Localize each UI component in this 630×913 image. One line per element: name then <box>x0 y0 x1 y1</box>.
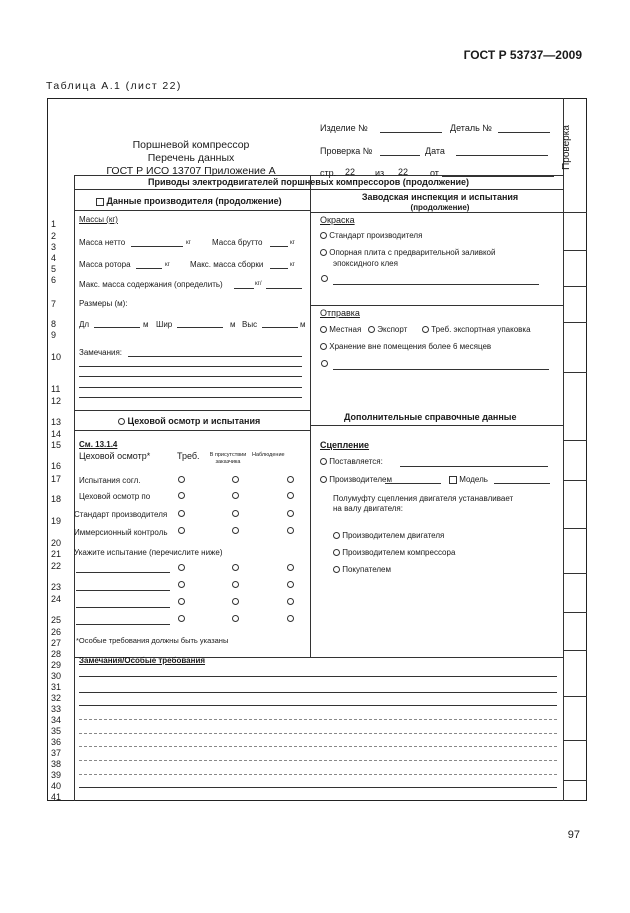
row-number: 2 <box>51 231 57 241</box>
immersion-witnessed-radio[interactable] <box>232 527 239 534</box>
test4-witnessed-radio[interactable] <box>232 615 239 622</box>
mass-gross-label: Масса брутто <box>212 238 263 247</box>
ship-local-option[interactable]: Местная <box>320 325 361 334</box>
row-number: 24 <box>51 594 62 604</box>
special-note: *Особые требования должны быть указаны <box>76 636 229 645</box>
side-tick <box>563 740 587 741</box>
row-number: 25 <box>51 615 62 625</box>
mass-max-content-extra[interactable] <box>266 288 302 289</box>
check-label: Проверка № <box>320 146 373 156</box>
page-label: стр. <box>320 168 337 178</box>
row-number: 17 <box>51 474 62 484</box>
row-number: 38 <box>51 759 62 769</box>
side-tick <box>563 480 587 481</box>
dims-label: Размеры (м): <box>79 299 128 308</box>
test-agreed-label: Испытания согл. <box>79 476 141 485</box>
of-label: из <box>375 168 385 178</box>
check-field[interactable] <box>380 155 420 156</box>
shipping-label: Отправка <box>320 308 360 318</box>
section-title-bottom <box>74 189 563 190</box>
shop-review-observed-radio[interactable] <box>287 492 294 499</box>
manuf-heading-divider <box>74 210 310 211</box>
row-number: 15 <box>51 440 62 450</box>
test3-observed-radio[interactable] <box>287 598 294 605</box>
mass-net-unit: кг <box>186 240 191 246</box>
row-number: 16 <box>51 461 62 471</box>
row-number: 27 <box>51 638 62 648</box>
dim-width-field[interactable] <box>177 327 223 328</box>
row-number: 22 <box>51 561 62 571</box>
mfr-standard-observed-radio[interactable] <box>287 510 294 517</box>
test2-required-radio[interactable] <box>178 581 185 588</box>
shipping-divider <box>310 305 563 306</box>
row-number: 37 <box>51 748 62 758</box>
mfr-standard-required-radio[interactable] <box>178 510 185 517</box>
manuf-data-heading: Данные производителя (продолжение) <box>96 196 282 206</box>
side-tick <box>563 322 587 323</box>
title-line-1: Поршневой компрессор <box>132 139 250 151</box>
paint-other-field[interactable] <box>333 284 539 285</box>
shop-review-by-label: Цеховой осмотр по <box>79 492 151 501</box>
mass-rotor-field[interactable] <box>136 268 162 269</box>
test-agreed-witnessed-radio[interactable] <box>232 476 239 483</box>
ship-other-field[interactable] <box>333 369 549 370</box>
right-divider-13 <box>310 425 563 426</box>
col-required: Треб. <box>177 451 200 461</box>
ship-export-pack-option[interactable]: Треб. экспортная упаковка <box>422 325 531 334</box>
by-buyer-radio[interactable] <box>333 566 340 573</box>
dim-width-unit: м <box>230 320 236 329</box>
from-label: от <box>430 168 439 178</box>
by-buyer-option[interactable]: Покупателем <box>333 565 391 574</box>
number-column-divider <box>74 175 75 801</box>
page-number: 97 <box>567 829 580 841</box>
factory-heading-1: Заводская инспекция и испытания <box>361 192 519 202</box>
test1-witnessed-radio[interactable] <box>232 564 239 571</box>
factory-heading-2: (продолжение) <box>410 203 470 212</box>
ship-other-radio[interactable] <box>321 360 328 367</box>
side-tick <box>563 250 587 251</box>
halfcoupling-line1: Полумуфту сцепления двигателя устанавливает <box>333 494 514 503</box>
row-number: 35 <box>51 726 62 736</box>
see-ref: См. 13.1.4 <box>79 440 118 449</box>
dim-length-label: Дл <box>79 320 90 329</box>
ship-storage-option[interactable]: Хранение вне помещения более 6 месяцев <box>320 342 491 351</box>
test2-witnessed-radio[interactable] <box>232 581 239 588</box>
model-checkbox[interactable] <box>449 476 457 484</box>
mass-rotor-unit: кг <box>165 262 170 268</box>
dim-length-unit: м <box>143 320 149 329</box>
row-number: 12 <box>51 396 62 406</box>
remarks-special-heading: Замечания/Особые требования <box>79 656 206 665</box>
section-title: Приводы электродвигателей поршневых компрессоров (продолжение) <box>148 177 470 187</box>
ship-local-radio[interactable] <box>320 326 327 333</box>
center-divider <box>310 175 311 657</box>
mass-max-content-label: Макс. масса содержания (определить) <box>79 280 223 289</box>
shop-inspection-heading: Цеховой осмотр и испытания <box>118 416 260 426</box>
test-agreed-observed-radio[interactable] <box>287 476 294 483</box>
mass-max-assembly-field[interactable] <box>270 268 288 269</box>
test4-observed-radio[interactable] <box>287 615 294 622</box>
remarks-special-line-2[interactable] <box>79 692 557 693</box>
left-divider-14 <box>74 430 310 431</box>
dim-height-unit: м <box>300 320 306 329</box>
row-number: 29 <box>51 660 62 670</box>
side-tick <box>563 780 587 781</box>
immersion-required-radio[interactable] <box>178 527 185 534</box>
row-number: 6 <box>51 275 57 285</box>
additional-heading: Дополнительные справочные данные <box>344 412 517 422</box>
remarks-line-1[interactable] <box>128 356 302 357</box>
supplied-option[interactable]: Поставляется: <box>320 457 383 466</box>
row-number: 10 <box>51 352 62 362</box>
detail-field[interactable] <box>498 132 550 133</box>
row-number: 8 <box>51 319 57 329</box>
test-line-2[interactable] <box>76 590 170 591</box>
standard-code: ГОСТ Р 53737—2009 <box>463 48 582 62</box>
row-number: 31 <box>51 682 62 692</box>
test-line-1[interactable] <box>76 572 170 573</box>
ship-storage-radio[interactable] <box>320 343 327 350</box>
paint-mfr-radio[interactable] <box>320 232 327 239</box>
row-number: 1 <box>51 219 57 229</box>
masses-label: Массы (кг) <box>79 215 118 224</box>
remarks-line-5[interactable] <box>79 397 302 398</box>
page-num: 22 <box>345 167 356 177</box>
row-number: 4 <box>51 253 57 263</box>
model-option[interactable]: Модель <box>449 475 488 484</box>
paint-other-radio[interactable] <box>321 275 328 282</box>
shop-inspection-radio[interactable] <box>118 418 125 425</box>
dim-height-label: Выс <box>242 320 258 329</box>
supplied-radio[interactable] <box>320 458 327 465</box>
row-number: 26 <box>51 627 62 637</box>
supplied-field[interactable] <box>400 466 548 467</box>
dim-height-field[interactable] <box>262 327 298 328</box>
remarks-line-4[interactable] <box>79 387 302 388</box>
side-label: Проверка <box>560 125 572 170</box>
mass-gross-unit: кг <box>290 240 295 246</box>
shop-review-witnessed-radio[interactable] <box>232 492 239 499</box>
halfcoupling-line2: на валу двигателя: <box>333 504 403 513</box>
ship-export-option[interactable]: Экспорт <box>368 325 407 334</box>
row-number: 34 <box>51 715 62 725</box>
test1-observed-radio[interactable] <box>287 564 294 571</box>
mfr-standard-witnessed-radio[interactable] <box>232 510 239 517</box>
paint-base-radio[interactable] <box>320 249 327 256</box>
row-number: 9 <box>51 330 57 340</box>
row-number: 13 <box>51 417 62 427</box>
remarks-special-line-6[interactable] <box>79 746 557 747</box>
row-number: 23 <box>51 582 62 592</box>
col-witnessed: В присутствии заказчика <box>209 452 247 465</box>
manufacturer-option[interactable]: Производителем <box>320 475 392 484</box>
remarks-line-2[interactable] <box>79 366 302 367</box>
remarks-line-3[interactable] <box>79 376 302 377</box>
shop-review-required-radio[interactable] <box>178 492 185 499</box>
immersion-observed-radio[interactable] <box>287 527 294 534</box>
row-number: 21 <box>51 549 62 559</box>
test2-observed-radio[interactable] <box>287 581 294 588</box>
row-number: 5 <box>51 264 57 274</box>
left-divider-13 <box>74 410 310 411</box>
ship-export-pack-radio[interactable] <box>422 326 429 333</box>
immersion-control-label: Иммерсионный контроль <box>74 528 168 537</box>
side-tick <box>563 573 587 574</box>
side-tick <box>563 212 587 213</box>
paint-mfr-option[interactable]: Стандарт производителя <box>320 231 422 240</box>
side-tick <box>563 528 587 529</box>
mass-net-label: Масса нетто <box>79 238 126 247</box>
row-number: 3 <box>51 242 57 252</box>
factory-heading-divider <box>310 212 563 213</box>
mass-rotor-label: Масса ротора <box>79 260 131 269</box>
model-field[interactable] <box>494 483 550 484</box>
side-tick <box>563 696 587 697</box>
side-tick <box>563 286 587 287</box>
remarks-label: Замечания: <box>79 348 123 357</box>
mass-max-assembly-label: Макс. масса сборки <box>190 260 264 269</box>
row-number: 20 <box>51 538 62 548</box>
remarks-special-line-5[interactable] <box>79 733 557 734</box>
mass-max-assembly-unit: кг <box>290 262 295 268</box>
row-number: 19 <box>51 516 62 526</box>
mass-max-content-unit: кг/ <box>255 281 262 287</box>
specify-test-label: Укажите испытание (перечислите ниже) <box>74 548 223 557</box>
by-comp-mfr-option[interactable]: Производителем компрессора <box>333 548 455 557</box>
ship-export-radio[interactable] <box>368 326 375 333</box>
mass-max-content-field[interactable] <box>234 288 254 289</box>
by-comp-mfr-radio[interactable] <box>333 549 340 556</box>
dim-width-label: Шир <box>156 320 173 329</box>
test1-required-radio[interactable] <box>178 564 185 571</box>
page-total: 22 <box>398 167 409 177</box>
title-line-2: Перечень данных <box>147 152 235 164</box>
remarks-special-line-8[interactable] <box>79 774 557 775</box>
row-number: 40 <box>51 781 62 791</box>
painting-label: Окраска <box>320 215 355 225</box>
row-number: 32 <box>51 693 62 703</box>
remarks-special-line-1[interactable] <box>79 676 557 677</box>
by-motor-mfr-radio[interactable] <box>333 532 340 539</box>
paint-base-option[interactable]: Опорная плита с предварительной заливкой <box>320 248 495 257</box>
item-label: Изделие № <box>320 123 368 133</box>
remarks-special-line-9[interactable] <box>79 787 557 788</box>
date-field[interactable] <box>456 155 548 156</box>
test4-required-radio[interactable] <box>178 615 185 622</box>
by-motor-mfr-option[interactable]: Производителем двигателя <box>333 531 444 540</box>
row-number: 39 <box>51 770 62 780</box>
side-tick <box>563 372 587 373</box>
remarks-special-line-3[interactable] <box>79 705 557 706</box>
side-tick <box>563 440 587 441</box>
test-agreed-required-radio[interactable] <box>178 476 185 483</box>
table-title: Таблица А.1 (лист 22) <box>46 80 182 92</box>
paint-base-line2: эпоксидного клея <box>333 259 398 268</box>
row-number: 18 <box>51 494 62 504</box>
date-label: Дата <box>425 146 445 156</box>
title-line-3: ГОСТ Р ИСО 13707 Приложение А <box>106 165 276 177</box>
coupling-label: Сцепление <box>320 440 370 450</box>
test3-required-radio[interactable] <box>178 598 185 605</box>
row-number: 36 <box>51 737 62 747</box>
shop-review-label: Цеховой осмотр* <box>79 451 151 461</box>
detail-label: Деталь № <box>450 123 492 133</box>
row-number: 11 <box>51 384 61 394</box>
row-number: 28 <box>51 649 62 659</box>
test-line-3[interactable] <box>76 607 170 608</box>
row-number: 30 <box>51 671 62 681</box>
remarks-special-line-4[interactable] <box>79 719 557 720</box>
test3-witnessed-radio[interactable] <box>232 598 239 605</box>
mass-gross-field[interactable] <box>270 246 288 247</box>
dim-length-field[interactable] <box>94 327 140 328</box>
manuf-data-checkbox[interactable] <box>96 198 104 206</box>
row-number: 14 <box>51 429 62 439</box>
mfr-standard-label: Стандарт производителя <box>74 510 168 519</box>
row-number: 7 <box>51 299 57 309</box>
row-number: 41 <box>51 792 62 802</box>
remarks-special-line-7[interactable] <box>79 760 557 761</box>
side-tick <box>563 612 587 613</box>
side-tick <box>563 650 587 651</box>
mass-net-field[interactable] <box>131 246 183 247</box>
item-field[interactable] <box>380 132 442 133</box>
row-number: 33 <box>51 704 62 714</box>
manufacturer-radio[interactable] <box>320 476 327 483</box>
manufacturer-field[interactable] <box>385 483 441 484</box>
test-line-4[interactable] <box>76 624 170 625</box>
col-observed: Наблюдение <box>252 452 285 458</box>
